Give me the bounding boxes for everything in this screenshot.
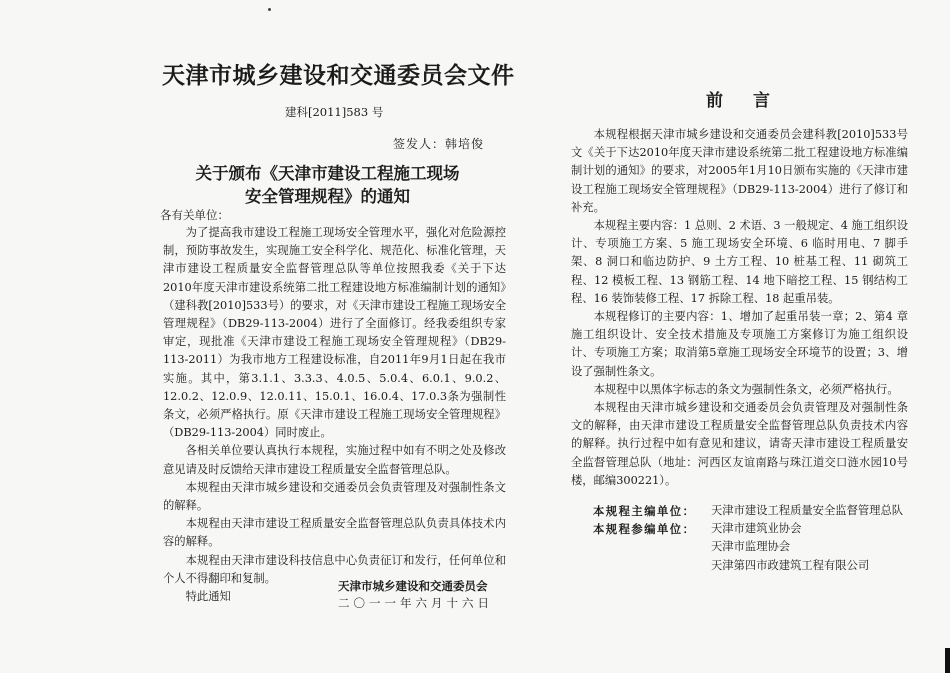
co-editor: 天津市建筑业协会 (711, 522, 802, 536)
scan-edge-bar (945, 648, 950, 673)
editor-list (571, 502, 911, 575)
body-paragraph: 本规程根据天津市城乡建设和交通委员会建科教[2010]533号文《关于下达2010年度天津市建设系统第二批工程建设地方标准编制计划的通知》的要求，对2005年1月10日颁布实施的《天津市建设工程施工现场安全管理规程》（DB29-113-2004）进行了修订和补充。 (571, 128, 908, 214)
chief-editor-label: 本规程主编单位： (593, 504, 696, 518)
co-editor-values (711, 520, 911, 575)
preface-body (571, 126, 908, 490)
org-document-title: 天津市城乡建设和交通委员会文件 (162, 62, 515, 89)
body-paragraph: 本规程中以黑体字标志的条文为强制性条文，必须严格执行。 (593, 382, 899, 396)
body-paragraph: 本规程由天津市建设工程质量安全监督管理总队负责具体技术内容的解释。 (163, 517, 506, 549)
body-paragraph: 为了提高我市建设工程施工现场安全管理水平，强化对危险源控制，预防事故发生，实现施工安全科学化、规范化、标准化管理，天津市建设工程质量安全监督管理总队等单位按照我委《关于下达2010年度天津市建设系统第二批工程建设地方标准编制计划的通知》（建科教[2010]533号）的要求，对《天津市建设工程施工现场安全管理规程》（DB29-113-2004）进行了全面修订。经我委组织专家审定，现批准《天津市建设工程施工现场安全管理规程》（DB29-113-2011）为我市地方工程建设标准，自2011年9月1日起在我市实施。其中，第3.1.1、3.3.3、4.0.5、5.0.4、6.0.1、9.0.2、12.0.2、12.0.9、12.0.11、15.0.1、16.0.4、17.0.3条为强制性条文，必须严格执行。原《天津市建设工程施工现场安全管理规程》（DB29-113-2004）同时废止。 (163, 226, 506, 440)
chief-editor: 天津市建设工程质量安全监督管理总队 (711, 504, 904, 517)
signer-line: 签发人：韩培俊 (393, 137, 485, 151)
issuer: 天津市城乡建设和交通委员会 (338, 579, 488, 593)
notice-title-line: 关于颁布《天津市建设工程施工现场 (195, 164, 460, 183)
co-editor: 天津第四市政建筑工程有限公司 (711, 558, 870, 572)
preface-title: 前言 (706, 91, 800, 111)
body-paragraph: 本规程由天津市建设科技信息中心负责征订和发行，任何单位和个人不得翻印和复制。 (163, 553, 506, 585)
closing-line: 特此通知 (185, 590, 231, 604)
salutation: 各有关单位： (160, 208, 229, 222)
body-paragraph: 各相关单位要认真执行本规程，实施过程中如有不明之处及修改意见请及时反馈给天津市建设工程质量安全监督管理总队。 (163, 444, 506, 476)
body-paragraph: 本规程主要内容：1 总则、2 术语、3 一般规定、4 施工组织设计、专项施工方案、5 施工现场安全环境、6 临时用电、7 脚手架、8 洞口和临边防护、9 土方工程、10 桩基工程、11 砌筑工程、12 模板工程、13 钢筋工程、14 地下暗挖工程、15 钢结构工程、16 装饰装修工程、17 拆除工程、18 起重吊装。 (571, 219, 908, 305)
body-paragraph: 本规程由天津市城乡建设和交通委员会负责管理及对强制性条文的解释，由天津市建设工程质量安全监督管理总队负责技术内容的解释。执行过程中如有意见和建议，请寄天津市建设工程质量安全监督管理总队（地址：河西区友谊南路与珠江道交口涟水园10号楼，邮编300221）。 (571, 401, 908, 487)
body-paragraph: 本规程由天津市城乡建设和交通委员会负责管理及对强制性条文的解释。 (163, 480, 506, 513)
chief-editor-row (571, 502, 911, 520)
notice-body (163, 224, 506, 606)
co-editor-label: 本规程参编单位： (593, 522, 696, 537)
notice-title-line: 安全管理规程》的通知 (245, 187, 410, 206)
chief-editor-value (711, 502, 911, 520)
scan-speck (268, 8, 271, 11)
notice-title (175, 162, 480, 208)
co-editor: 天津市监理协会 (711, 540, 791, 554)
issue-date: 二〇一一年六月十六日 (338, 596, 493, 610)
document-number: 建科[2011]583 号 (285, 105, 384, 119)
body-paragraph: 本规程修订的主要内容：1、增加了起重吊装一章；2、第4 章施工组织设计、安全技术措施及专项施工方案修订为施工组织设计、专项施工方案；取消第5章施工现场安全环境节的设置；3、增设了强制性条文。 (571, 310, 908, 378)
co-editor-row (571, 520, 911, 575)
